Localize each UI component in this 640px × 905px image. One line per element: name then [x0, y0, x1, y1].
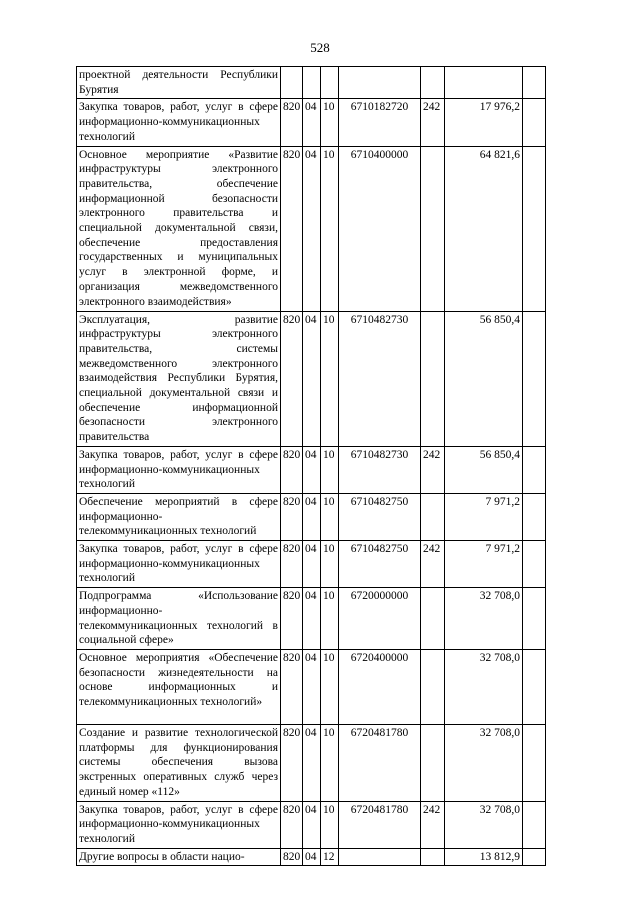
- row-expense-type: 242: [421, 446, 445, 493]
- row-grbs-code: 820: [281, 588, 303, 650]
- row-section-code: 04: [303, 801, 321, 848]
- row-target-article: [339, 67, 421, 99]
- row-subsection-code: 10: [321, 311, 339, 446]
- row-target-article: 6720481780: [339, 801, 421, 848]
- row-amount: [445, 67, 523, 99]
- row-section-code: 04: [303, 446, 321, 493]
- row-target-article: 6710482750: [339, 541, 421, 588]
- row-description: Закупка товаров, работ, услуг в сфере информационно-коммуникационных технологий: [77, 99, 281, 146]
- table-row: [77, 649, 546, 724]
- row-amount: 7 971,2: [445, 493, 523, 540]
- row-amount: 32 708,0: [445, 724, 523, 801]
- budget-table: [76, 66, 546, 866]
- table-row: [77, 724, 546, 801]
- row-description: Основное мероприятия «Обеспечение безопасности жизнедеятельности на основе информационных и телекоммуникационных технологий»: [77, 649, 281, 724]
- row-description: Основное мероприятие «Развитие инфраструктуры электронного правительства, обеспечение информационной безопасности электронного правительства и специальной документальной связи, обеспечение предоставления государственных и муниципальных услуг в электронной форме, и организация межведомственного электронного взаимодействия»: [77, 146, 281, 311]
- row-section-code: 04: [303, 848, 321, 866]
- row-section-code: 04: [303, 311, 321, 446]
- row-section-code: 04: [303, 146, 321, 311]
- row-section-code: 04: [303, 541, 321, 588]
- row-grbs-code: 820: [281, 446, 303, 493]
- row-description: Закупка товаров, работ, услуг в сфере информационно-коммуникационных технологий: [77, 446, 281, 493]
- row-description: Обеспечение мероприятий в сфере информационно-телекоммуникационных технологий: [77, 493, 281, 540]
- row-grbs-code: 820: [281, 801, 303, 848]
- table-row: [77, 146, 546, 311]
- row-grbs-code: 820: [281, 146, 303, 311]
- row-expense-type: [421, 493, 445, 540]
- row-amount: 56 850,4: [445, 446, 523, 493]
- row-target-article: 6720400000: [339, 649, 421, 724]
- row-description: Эксплуатация, развитие инфраструктуры электронного правительства, системы межведомственного электронного взаимодействия Республики Бурятия, специальной документальной связи и обеспечение информационной безопасности электронного правительства: [77, 311, 281, 446]
- row-target-article: 6710182720: [339, 99, 421, 146]
- row-section-code: 04: [303, 99, 321, 146]
- row-expense-type: [421, 67, 445, 99]
- table-row: [77, 446, 546, 493]
- row-section-code: 04: [303, 724, 321, 801]
- row-empty-cell: [523, 588, 546, 650]
- row-target-article: 6710482750: [339, 493, 421, 540]
- row-empty-cell: [523, 848, 546, 866]
- table-row: [77, 848, 546, 866]
- table-row: [77, 541, 546, 588]
- row-target-article: 6720481780: [339, 724, 421, 801]
- row-subsection-code: 10: [321, 649, 339, 724]
- row-amount: 32 708,0: [445, 801, 523, 848]
- row-empty-cell: [523, 541, 546, 588]
- row-empty-cell: [523, 801, 546, 848]
- row-empty-cell: [523, 311, 546, 446]
- row-subsection-code: 12: [321, 848, 339, 866]
- page-number: 528: [310, 40, 330, 55]
- row-subsection-code: 10: [321, 99, 339, 146]
- row-subsection-code: 10: [321, 541, 339, 588]
- row-expense-type: [421, 146, 445, 311]
- row-subsection-code: 10: [321, 801, 339, 848]
- table-row: [77, 493, 546, 540]
- row-grbs-code: [281, 67, 303, 99]
- row-empty-cell: [523, 146, 546, 311]
- table-row: [77, 311, 546, 446]
- table-row: [77, 67, 546, 99]
- row-expense-type: [421, 649, 445, 724]
- row-amount: 56 850,4: [445, 311, 523, 446]
- row-description: Создание и развитие технологической платформы для функционирования системы обеспечения вызова экстренных оперативных служб через единый номер «112»: [77, 724, 281, 801]
- row-expense-type: [421, 311, 445, 446]
- table-row: [77, 588, 546, 650]
- row-description: проектной деятельности Республики Бурятия: [77, 67, 281, 99]
- row-description: Закупка товаров, работ, услуг в сфере информационно-коммуникационных технологий: [77, 801, 281, 848]
- table-row: [77, 801, 546, 848]
- row-description: Другие вопросы в области нацио-: [77, 848, 281, 866]
- row-grbs-code: 820: [281, 541, 303, 588]
- row-target-article: 6710400000: [339, 146, 421, 311]
- row-target-article: 6710482730: [339, 446, 421, 493]
- row-grbs-code: 820: [281, 99, 303, 146]
- row-grbs-code: 820: [281, 848, 303, 866]
- row-expense-type: [421, 848, 445, 866]
- row-section-code: [303, 67, 321, 99]
- row-grbs-code: 820: [281, 493, 303, 540]
- row-expense-type: [421, 588, 445, 650]
- row-empty-cell: [523, 99, 546, 146]
- row-subsection-code: 10: [321, 588, 339, 650]
- row-expense-type: 242: [421, 801, 445, 848]
- row-description: Закупка товаров, работ, услуг в сфере информационно-коммуникационных технологий: [77, 541, 281, 588]
- row-empty-cell: [523, 493, 546, 540]
- row-section-code: 04: [303, 649, 321, 724]
- row-subsection-code: 10: [321, 493, 339, 540]
- row-amount: 32 708,0: [445, 588, 523, 650]
- row-grbs-code: 820: [281, 649, 303, 724]
- row-grbs-code: 820: [281, 724, 303, 801]
- row-expense-type: 242: [421, 99, 445, 146]
- row-description: Подпрограмма «Использование информационно-телекоммуникационных технологий в социальной сфере»: [77, 588, 281, 650]
- row-grbs-code: 820: [281, 311, 303, 446]
- row-expense-type: [421, 724, 445, 801]
- row-amount: 64 821,6: [445, 146, 523, 311]
- row-subsection-code: 10: [321, 446, 339, 493]
- row-section-code: 04: [303, 493, 321, 540]
- row-subsection-code: 10: [321, 146, 339, 311]
- row-target-article: 6710482730: [339, 311, 421, 446]
- row-amount: 17 976,2: [445, 99, 523, 146]
- row-amount: 32 708,0: [445, 649, 523, 724]
- table-row: [77, 99, 546, 146]
- row-empty-cell: [523, 446, 546, 493]
- row-target-article: [339, 848, 421, 866]
- row-empty-cell: [523, 649, 546, 724]
- row-empty-cell: [523, 67, 546, 99]
- row-empty-cell: [523, 724, 546, 801]
- row-subsection-code: 10: [321, 724, 339, 801]
- row-target-article: 6720000000: [339, 588, 421, 650]
- table-body: [77, 67, 546, 866]
- row-subsection-code: [321, 67, 339, 99]
- row-amount: 13 812,9: [445, 848, 523, 866]
- row-amount: 7 971,2: [445, 541, 523, 588]
- row-expense-type: 242: [421, 541, 445, 588]
- row-section-code: 04: [303, 588, 321, 650]
